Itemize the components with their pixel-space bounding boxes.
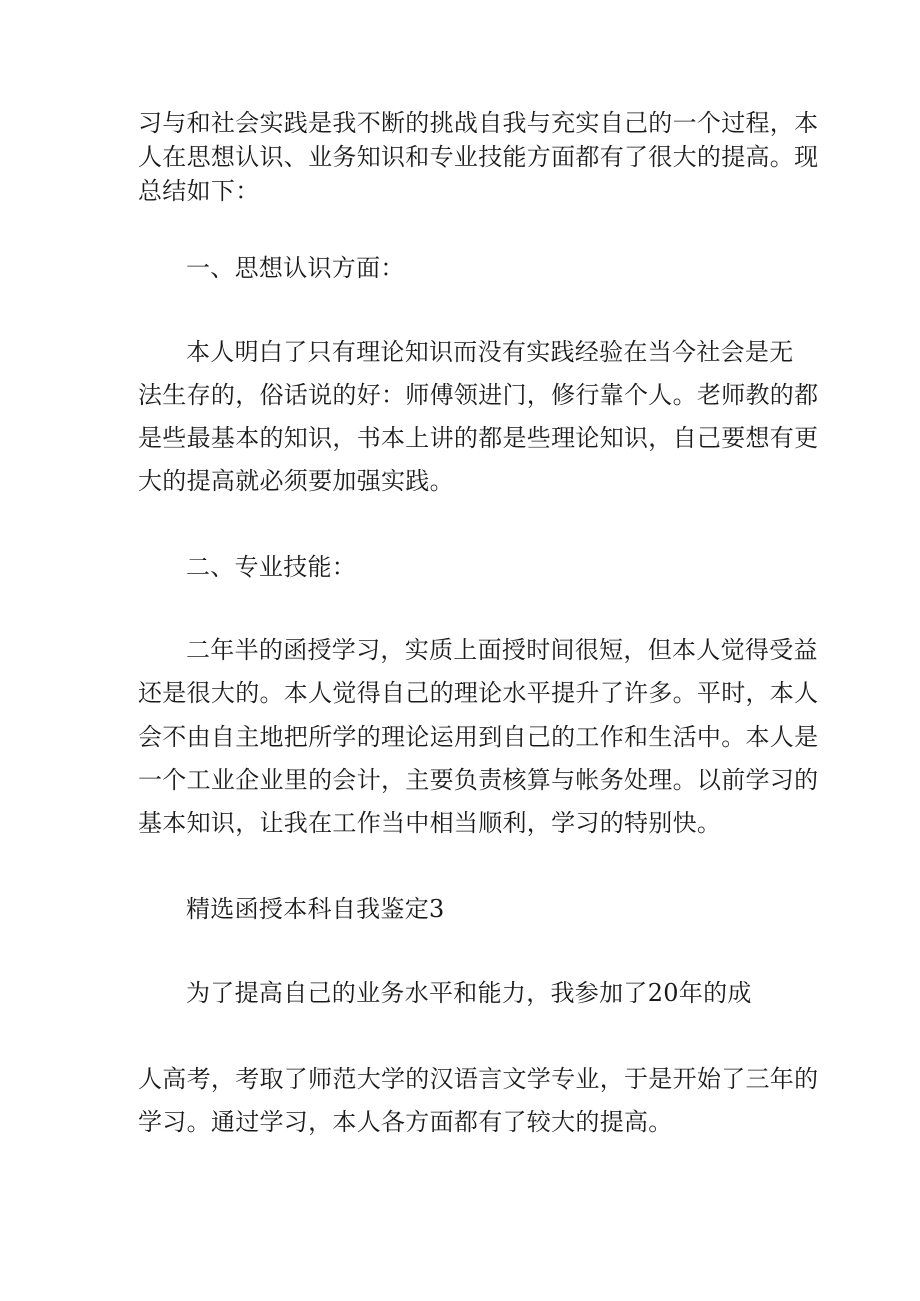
paragraph-line: 会不由自主地把所学的理论运用到自己的工作和生活中。本人是: [138, 723, 819, 751]
section-title: 精选函授本科自我鉴定3: [186, 895, 445, 923]
section-heading: 一、思想认识方面：: [186, 254, 405, 282]
paragraph-line: 基本知识，让我在工作当中相当顺利，学习的特别快。: [138, 809, 722, 837]
paragraph-line: 学习。通过学习，本人各方面都有了较大的提高。: [138, 1108, 673, 1136]
paragraph-line: 还是很大的。本人觉得自己的理论水平提升了许多。平时，本人: [138, 679, 819, 707]
paragraph-line: 大的提高就必须要加强实践。: [138, 467, 454, 495]
paragraph-line: 是些最基本的知识，书本上讲的都是些理论知识，自己要想有更: [138, 424, 819, 452]
section-heading: 二、专业技能：: [186, 553, 357, 581]
paragraph-line: 习与和社会实践是我不断的挑战自我与充实自己的一个过程，本: [138, 109, 819, 137]
paragraph-line: 法生存的，俗话说的好：师傅领进门，修行靠个人。老师教的都: [138, 381, 819, 409]
paragraph-line: 为了提高自己的业务水平和能力，我参加了20年的成: [186, 979, 752, 1007]
paragraph-line: 本人明白了只有理论知识而没有实践经验在当今社会是无: [186, 338, 794, 366]
paragraph-line: 人高考，考取了师范大学的汉语言文学专业，于是开始了三年的: [138, 1065, 819, 1093]
paragraph-line: 总结如下：: [138, 177, 260, 205]
paragraph-line: 人在思想认识、业务知识和专业技能方面都有了很大的提高。现: [138, 143, 819, 171]
paragraph-line: 一个工业企业里的会计，主要负责核算与帐务处理。以前学习的: [138, 766, 819, 794]
paragraph-line: 二年半的函授学习，实质上面授时间很短，但本人觉得受益: [186, 636, 818, 664]
